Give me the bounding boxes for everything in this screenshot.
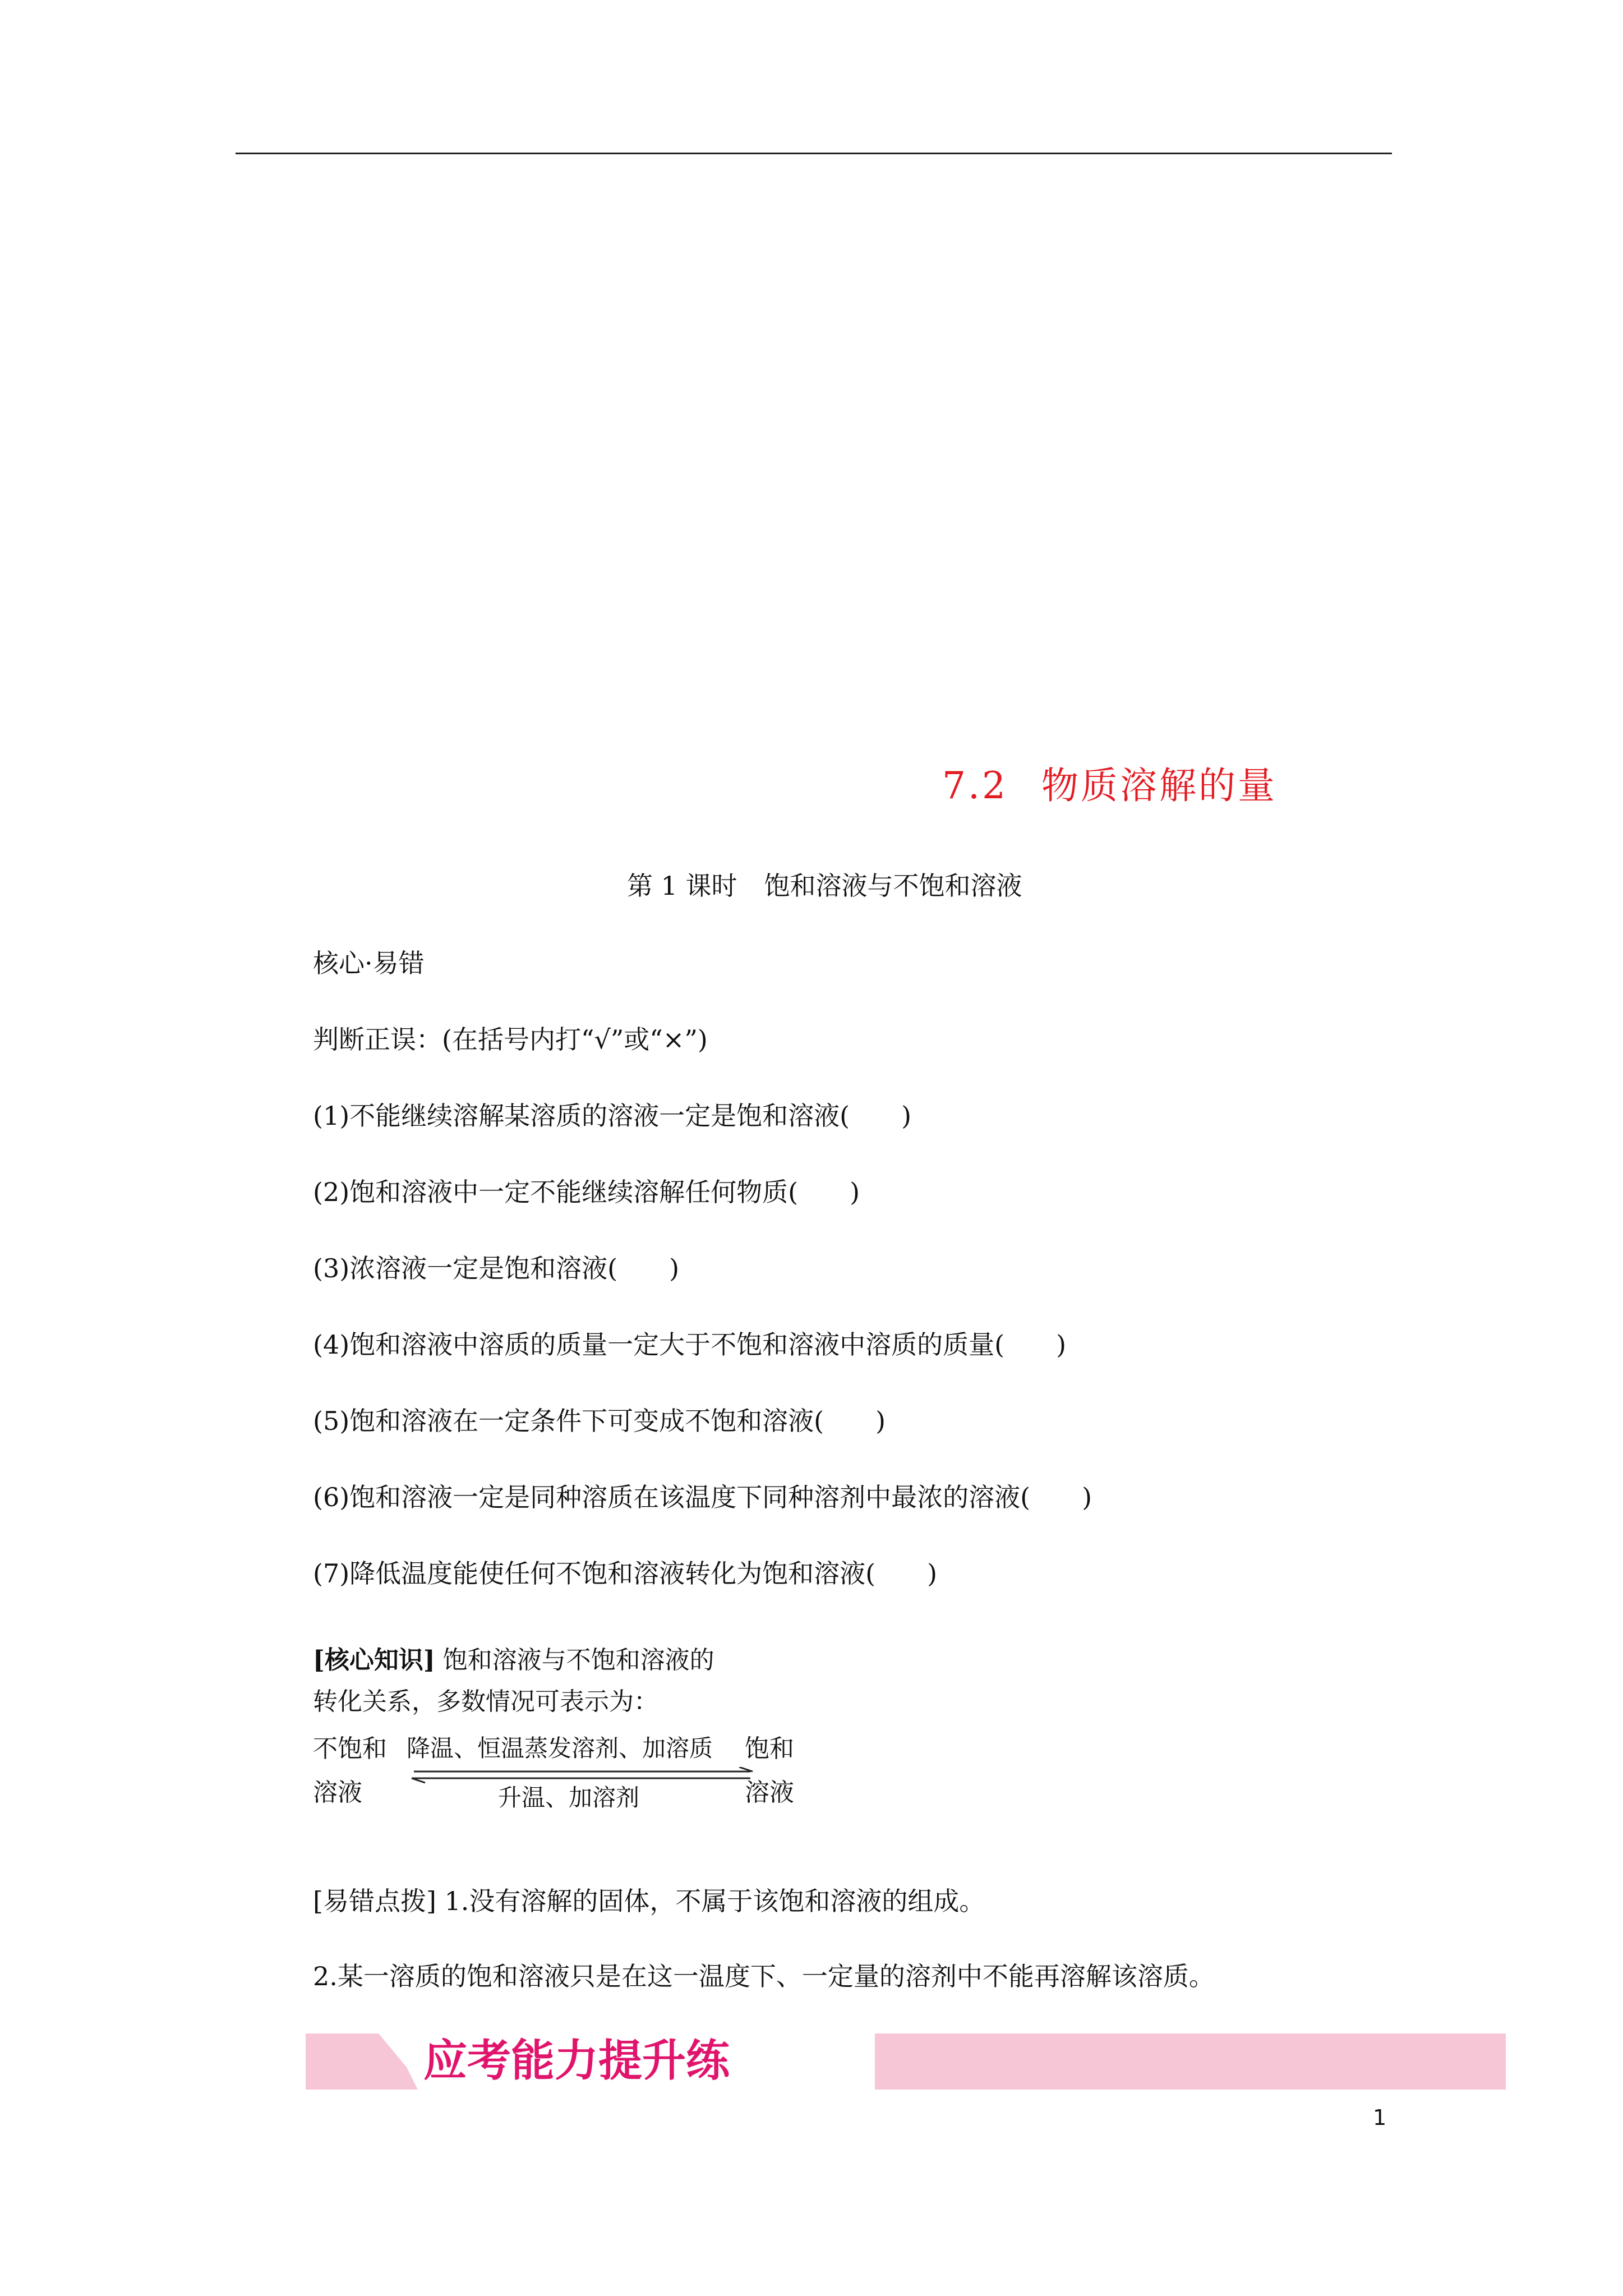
tip-line-1: [易错点拨] 1.没有溶解的固体，不属于该饱和溶液的组成。 <box>313 1886 985 1916</box>
question-item: (4)饱和溶液中溶质的质量一定大于不饱和溶液中溶质的质量( ) <box>313 1329 1067 1360</box>
unsaturated-label-2: 溶液 <box>313 1778 362 1807</box>
header-rule <box>236 153 1392 154</box>
double-arrow-icon <box>403 1767 762 1784</box>
question-item: (5)饱和溶液在一定条件下可变成不饱和溶液( ) <box>313 1406 886 1436</box>
section-number: 7.2 <box>942 764 1008 807</box>
forward-conditions: 降温、恒温蒸发溶剂、加溶质 <box>407 1734 713 1762</box>
practice-banner <box>306 2033 1506 2090</box>
question-item: (3)浓溶液一定是饱和溶液( ) <box>313 1253 680 1283</box>
lesson-subtitle <box>627 873 1022 899</box>
lesson-topic: 饱和溶液与不饱和溶液 <box>764 871 1022 901</box>
banner-title: 应考能力提升练 <box>423 2036 730 2086</box>
core-knowledge-line1: [核心知识] 饱和溶液与不饱和溶液的 <box>313 1646 714 1674</box>
saturated-label: 饱和 <box>745 1734 794 1763</box>
question-item: (6)饱和溶液一定是同种溶质在该温度下同种溶剂中最浓的溶液( ) <box>313 1482 1092 1512</box>
core-knowledge-label: 核心知识 <box>324 1646 423 1674</box>
tip-line-2: 2.某一溶质的饱和溶液只是在这一温度下、一定量的溶剂中不能再溶解该溶质。 <box>313 1961 1215 1991</box>
question-item: (7)降低温度能使任何不饱和溶液转化为饱和溶液( ) <box>313 1558 938 1589</box>
core-knowledge-line2: 转化关系，多数情况可表示为： <box>313 1687 658 1716</box>
lesson-number: 第 1 课时 <box>627 871 737 901</box>
page-number: 1 <box>1373 2105 1387 2130</box>
core-knowledge-text1: 饱和溶液与不饱和溶液的 <box>442 1646 714 1674</box>
section-title: 物质溶解的量 <box>1041 764 1277 807</box>
question-item: (2)饱和溶液中一定不能继续溶解任何物质( ) <box>313 1177 860 1207</box>
section-heading: 核心·易错 <box>313 948 425 978</box>
unsaturated-label: 不饱和 <box>313 1734 387 1763</box>
backward-conditions: 升温、加溶剂 <box>498 1784 640 1811</box>
instruction-text: 判断正误：(在括号内打“√”或“×”) <box>313 1024 708 1055</box>
page-title <box>942 764 1277 807</box>
saturated-label-2: 溶液 <box>745 1778 794 1807</box>
question-item: (1)不能继续溶解某溶质的溶液一定是饱和溶液( ) <box>313 1101 912 1131</box>
conversion-diagram <box>313 1728 818 1823</box>
